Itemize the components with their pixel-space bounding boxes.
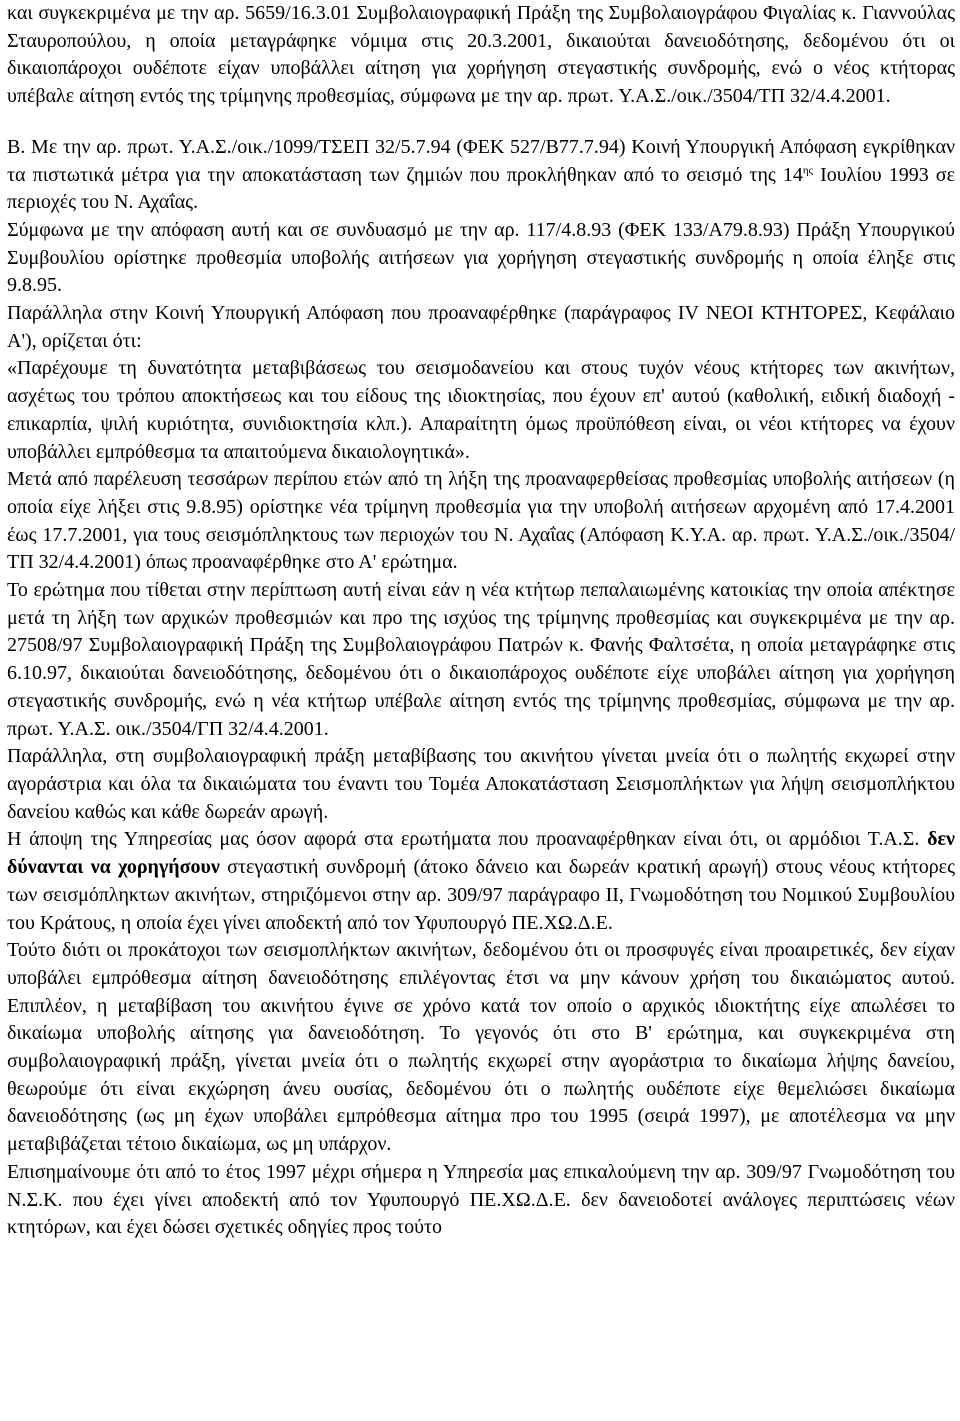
paragraph-3: Σύμφωνα με την απόφαση αυτή και σε συνδυασμό με την αρ. 117/4.8.93 (ΦΕΚ 133/Α79.8.93) Πράξη Υπουργικού Συμβουλίου ορίστηκε προθεσμία υποβολής αιτήσεων για χορήγηση στεγαστικής συνδρομής η οποία έληξε στις 9.8.95.: [7, 218, 955, 297]
paragraph-5-quote: «Παρέχουμε τη δυνατότητα μεταβιβάσεως του σεισμοδανείου και στους τυχόν νέους κτήτορες των ακινήτων, ασχέτως του τρόπου αποκτήσεως και του είδους της ιδιοκτησίας, που έχουν επ' αυτού (καθολική, ειδική διαδοχή - επικαρπία, ψιλή κυριότητα, συνιδιοκτησία κλπ.). Απαραίτητη όμως προϋπόθεση είναι, οι νέοι κτήτορες να έχουν υποβάλλει εμπρόθεσμα τα απαιτούμενα δικαιολογητικά».: [7, 357, 955, 463]
paragraph-9-text-end: στεγαστική συνδρομή (άτοκο δάνειο και δωρεάν κρατική αρωγή) στους νέους κτήτορες των σεισμόπληκτων ακινήτων, στηριζόμενοι στην αρ. 309/97 παράγραφο ΙΙ, Γνωμοδότηση του Νομικού Συμβουλίου του Κράτους, η οποία έχει γίνει αποδεκτή από τον Υφυπουργό ΠΕ.ΧΩ.Δ.Ε.: [7, 856, 955, 934]
paragraph-2: [7, 134, 955, 217]
paragraph-8: Παράλληλα, στη συμβολαιογραφική πράξη μεταβίβασης του ακινήτου γίνεται μνεία ότι ο πωλητής εκχωρεί στην αγοράστρια και όλα τα δικαιώματα του έναντι του Τομέα Αποκατάσταση Σεισμοπλήκτων για λήψη σεισμοπλήκτου δανείου καθώς και κάθε δωρεάν αρωγή.: [7, 745, 955, 823]
paragraph-2-text-end: Ιουλίου 1993 σε περιοχές του Ν. Αχαΐας.: [7, 163, 955, 214]
paragraph-10: Τούτο διότι οι προκάτοχοι των σεισμοπλήκτων ακινήτων, δεδομένου ότι οι προσφυγές είναι προαιρετικές, δεν είχαν υποβάλει εμπρόθεσμα αίτηση δανειοδότησης επιλέγοντας έτσι να μην κάνουν χρήση του δικαιώματος αυτού. Επιπλέον, η μεταβίβαση του ακινήτου έγινε σε χρόνο κατά τον οποίο ο αρχικός ιδιοκτήτης είχε απωλέσει το δικαίωμα υποβολής αίτησης για δανειοδότηση. Το γεγονός ότι στο Β' ερώτημα, και συγκεκριμένα στη συμβολαιογραφική πράξη, γίνεται μνεία ότι ο πωλητής εκχωρεί στην αγοράστρια το δικαίωμα λήψης δανείου, θεωρούμε ότι είναι εκχώρηση άνευ ουσίας, δεδομένου ότι ο πωλητής ουδέποτε είχε θεμελιώσει δικαίωμα δανειοδότησης (ως μη έχων υποβάλει εμπρόθεσμα αίτημα προ του 1995 (σειρά 1997), με αποτέλεσμα να μην μεταβιβάζεται τέτοιο δικαίωμα, ως μη υπάρχον.: [7, 939, 955, 1156]
paragraph-11: Επισημαίνουμε ότι από το έτος 1997 μέχρι σήμερα η Υπηρεσία μας επικαλούμενη την αρ. 309/97 Γνωμοδότηση του Ν.Σ.Κ. που έχει γίνει αποδεκτή από τον Υφυπουργό ΠΕ.ΧΩ.Δ.Ε. δεν δανειοδοτεί ανάλογες περιπτώσεις νέων κτητόρων, και έχει δώσει σχετικές οδηγίες προς τούτο: [7, 1160, 955, 1239]
paragraph-7: Το ερώτημα που τίθεται στην περίπτωση αυτή είναι εάν η νέα κτήτωρ πεπαλαιωμένης κατοικίας την οποία απέκτησε μετά τη λήξη των αρχικών προθεσμιών και προ της ισχύος της τρίμηνης προθεσμίας και συγκεκριμένα με την αρ. 27508/97 Συμβολαιογραφική Πράξη της Συμβολαιογράφου Πατρών κ. Φανής Φαλτσέτα, η οποία μεταγράφηκε στις 6.10.97, δικαιούται δανειοδότησης, δεδομένου ότι ο δικαιοπάροχος ουδέποτε είχε υποβάλει αίτηση για χορήγηση στεγαστικής συνδρομής, ενώ η νέα κτήτωρ υπέβαλε αίτηση εντός της τρίμηνης προθεσμίας, σύμφωνα με την αρ. πρωτ. Υ.Α.Σ. οικ./3504/ΓΠ 32/4.4.2001.: [7, 579, 955, 740]
paragraph-9-text: Η άποψη της Υπηρεσίας μας όσον αφορά στα ερωτήματα που προαναφέρθηκαν είναι ότι, οι αρμόδιοι Τ.Α.Σ.: [7, 828, 928, 851]
paragraph-4: Παράλληλα στην Κοινή Υπουργική Απόφαση που προαναφέρθηκε (παράγραφος IV ΝΕΟΙ ΚΤΗΤΟΡΕΣ, Κεφάλαιο Α'), ορίζεται ότι:: [7, 302, 955, 352]
paragraph-2-text: Β. Με την αρ. πρωτ. Υ.Α.Σ./οικ./1099/ΤΣΕΠ 32/5.7.94 (ΦΕΚ 527/Β77.7.94) Κοινή Υπουργική Απόφαση εγκρίθηκαν τα πιστωτικά μέτρα για την αποκατάσταση των ζημιών που προκλήθηκαν από το σεισμό της 14: [7, 135, 955, 186]
paragraph-9-emphasis: δεν δύνανται να χορηγήσουν: [7, 828, 955, 879]
ordinal-superscript: ης: [802, 163, 814, 176]
paragraph-9: [7, 826, 955, 937]
paragraph-6: Μετά από παρέλευση τεσσάρων περίπου ετών από τη λήξη της προαναφερθείσας προθεσμίας υποβολής αιτήσεων (η οποία είχε λήξει στις 9.8.95) ορίστηκε νέα τρίμηνη προθεσμία για την υποβολή αιτήσεων αρχομένη από 17.4.2001 έως 17.7.2001, για τους σεισμόπληκτους των περιοχών του Ν. Αχαΐας (Απόφαση Κ.Υ.Α. αρ. πρωτ. Υ.Α.Σ./οικ./3504/ΤΠ 32/4.4.2001) όπως προαναφέρθηκε στο Α' ερώτημα.: [7, 468, 955, 574]
paragraph-1: και συγκεκριμένα με την αρ. 5659/16.3.01 Συμβολαιογραφική Πράξη της Συμβολαιογράφου Φιγαλίας κ. Γιαννούλας Σταυροπούλου, η οποία μεταγράφηκε νόμιμα στις 20.3.2001, δικαιούται δανειοδότησης, δεδομένου ότι οι δικαιοπάροχοι ουδέποτε είχαν υποβάλλει αίτηση για χορήγηση στεγαστικής συνδρομής, ενώ ο νέος κτήτορας υπέβαλε αίτηση εντός της τρίμηνης προθεσμίας, σύμφωνα με την αρ. πρωτ. Υ.Α.Σ./οικ./3504/ΤΠ 32/4.4.2001.: [7, 2, 955, 108]
